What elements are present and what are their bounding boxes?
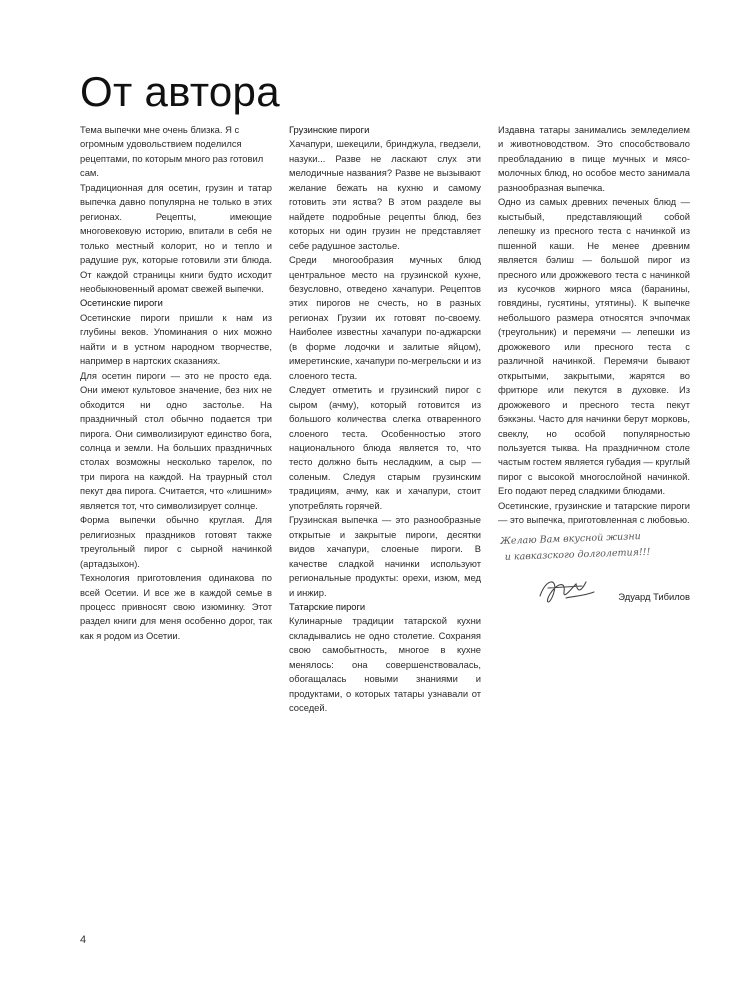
body-paragraph: Технология приготовления одинакова по всей Осетии. И все же в каждой семье в процесс привносят свою изюминку. Этот раздел книги для меня особенно дорог, так как я родом из Осетии. [80, 572, 272, 641]
page-number: 4 [80, 934, 87, 946]
section-heading-tatar: Татарские пироги [289, 600, 366, 612]
author-name: Эдуард Тибилов [618, 590, 690, 602]
text-column-3 [498, 123, 690, 614]
body-paragraph: Хачапури, шекецили, бринджула, гведзели, назуки... Разве не ласкают слух эти мелодичные названия? Разве не вызывают желание бежать на кухню и самому готовить эти яства? В этом разделе вы найдете подробные рецепты блюд, без которых ни один грузин не представляет себе радушное застолье. [289, 138, 481, 251]
text-column-1 [80, 123, 272, 643]
body-paragraph: Среди многообразия мучных блюд центральное место на грузинской кухне, безусловно, отведено хачапури. Рецептов этих пирогов не счесть, но в разных регионах Грузии их готовят по-своему. Наиболее известны хачапури по-аджарски (в форме лодочки и залитые яйцом), имеретинские, хачапури по-мегрельски и из слоеного теста. [289, 254, 481, 381]
handwritten-note-line: и кавказского долголетия!!! [504, 546, 651, 563]
body-paragraph: Одно из самых древних печеных блюд — кыстыбый, представляющий собой лепешку из пресного теста с начинкой из пшенной каши. Не менее древним является бэлиш — большой пирог из пресного или дрожжевого теста с начинкой из кусочков жирного мяса (баранины, говядины, гусятины, утятины). К выпечке небольшого размера относятся эчпочмак (треугольник) и перемячи — лепешки из дрожжевого или пресного теста с различной начинкой. Перемячи бывают открытыми, закрытыми, жарятся во фритюре или пекутся в духовке. Из дрожжевого и пресного теста пекут бэккэны. Часто для начинки берут морковь, свеклу, но особой популярностью пользуется тыква. На праздничном столе частым гостем является губадия — круглый пирог с высокой многослойной начинкой. Его подают перед сладкими блюдами. [498, 196, 690, 497]
section-heading-georgian: Грузинские пироги [289, 124, 370, 135]
handwritten-note [500, 528, 651, 565]
body-paragraph: Грузинская выпечка — это разнообразные открытые и закрытые пироги, десятки видов хачапури, слоеные пироги. В качестве сладкой начинки используют региональные продукты: орехи, изюм, мед и инжир. [289, 514, 481, 598]
section-heading-ossetian: Осетинские пироги [80, 297, 163, 309]
signature-block [498, 532, 690, 614]
body-paragraph: Для осетин пироги — это не просто еда. Они имеют культовое значение, без них не обходится ни одно застолье. На праздничный стол обычно подается три пирога. Они символизируют единство бога, солнца и земли. На больших праздничных столах возможны несколько тарелок, по три пирога на каждой. На траурный стол пекут два пирога. Считается, что «лишним» является тот, что символизирует солнце. [80, 369, 272, 511]
intro-paragraph: Тема выпечки мне очень близка. Я с огромным удовольствием поделился рецептами, по которым много раз готовил сам. [80, 124, 264, 179]
text-column-2 [289, 123, 481, 716]
intro-paragraph: Традиционная для осетин, грузин и татар выпечка давно популярна не только в этих регионах. Рецепты, имеющие многовековую историю, впитали в себя не только местный колорит, но и тепло и радушие рук, которые готовили эти блюда. От каждой страницы книги будто исходит необыкновенный аромат свежей выпечки. [80, 181, 272, 294]
body-paragraph: Кулинарные традиции татарской кухни складывались не одно столетие. Сохраняя свою самобытность, многое в кухне менялось: она совершенствовалась, обогащалась новыми знаниями и продуктами, о которых татары узнавали от соседей. [289, 615, 481, 714]
body-paragraph: Форма выпечки обычно круглая. Для религиозных праздников готовят также треугольный пирог с сырной начинкой (артадзыхон). [80, 514, 272, 569]
page-title: От автора [80, 68, 280, 115]
handwritten-note-line: Желаю Вам вкусной жизни [500, 530, 641, 547]
signature-mark [536, 574, 598, 606]
body-paragraph: Осетинские, грузинские и татарские пироги — это выпечка, приготовленная с любовью. [498, 499, 690, 526]
body-paragraph: Осетинские пироги пришли к нам из глубины веков. Упоминания о них можно найти и в устном народном творчестве, например в нартских сказаниях. [80, 311, 272, 367]
body-paragraph: Следует отметить и грузинский пирог с сыром (ачму), который готовится из большого количества слегка отваренного слоеного теста. Особенностью этого национального блюда является то, что тесто должно быть несладким, а сыр — соленым. Следуя старым грузинским традициям, ачму, как и хачапури, стоит употреблять горячей. [289, 384, 481, 511]
body-paragraph: Издавна татары занимались земледелием и животноводством. Это способствовало преобладанию в пище мучных и мясо-молочных блюд, но особое место занимала разнообразная выпечка. [498, 124, 690, 193]
